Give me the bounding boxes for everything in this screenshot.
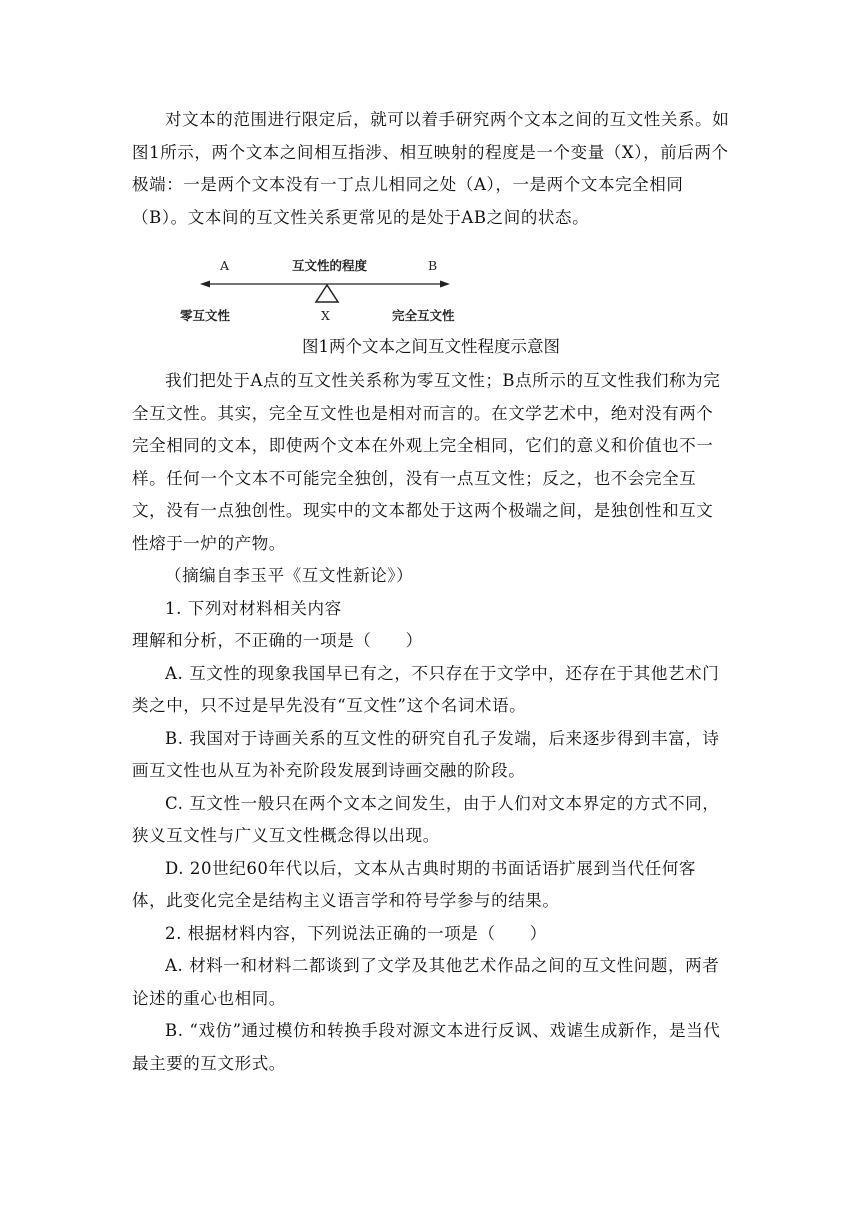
question-2-stem: 2. 根据材料内容，下列说法正确的一项是（ ） [165,923,547,943]
intertextuality-degree-figure [170,252,470,332]
question-1-stem-line2: 理解和分析，不正确的一项是（ ） [132,631,423,650]
paragraph-2: 我们把处于A点的互文性关系称为零互文性；B点所示的互文性我们称为完全互文性。其实，完全互文性也是相对而言的。在文学艺术中，绝对没有两个完全相同的文本，即使两个文本在外观上完全相同，它们的意义和价值也不一样。任何一个文本不可能完全独创，没有一点互文性；反之，也不会完全互文，没有一点独创性。现实中的文本都处于这两个极端之间，是独创性和互文性熔于一炉的产物。 [132,371,721,553]
source-citation: （摘编自李玉平《互文性新论》） [165,566,414,585]
question-1-option-d: D. 20世纪60年代以后，文本从古典时期的书面话语扩展到当代任何客体，此变化完全是结构主义语言学和符号学参与的结果。 [132,858,697,910]
figure-label-degree: 互文性的程度 [292,258,368,273]
figure-label-zero: 零互文性 [180,308,231,323]
figure-arrow-left-icon [200,281,210,288]
figure-label-full: 完全互文性 [392,308,455,323]
paragraph-1: 对文本的范围进行限定后，就可以着手研究两个文本之间的互文性关系。如图1所示，两个文本之间相互指涉、相互映射的程度是一个变量（X），前后两个极端：一是两个文本没有一丁点儿相同之处（A），一是两个文本完全相同（B）。文本间的互文性关系更常见的是处于AB之间的状态。 [132,110,730,227]
question-1-option-a: A. 互文性的现象我国早已有之，不只存在于文学中，还存在于其他艺术门类之中，只不过是早先没有“互文性”这个名词术语。 [132,663,720,715]
figure-caption: 图1两个文本之间互文性程度示意图 [302,337,560,356]
question-1-option-c: C. 互文性一般只在两个文本之间发生，由于人们对文本界定的方式不同，狭义互文性与广义互文性概念得以出现。 [132,793,720,845]
question-1-option-b: B. 我国对于诗画关系的互文性的研究自孔子发端，后来逐步得到丰富，诗画互文性也从互为补充阶段发展到诗画交融的阶段。 [132,728,720,780]
text-block-intro [132,104,730,234]
figure-label-b: B [428,258,438,273]
question-1-stem-line1: 1. 下列对材料相关内容 [165,598,342,618]
figure-fulcrum-triangle-icon [316,285,338,302]
figure-arrow-right-icon [440,281,450,288]
figure-label-a: A [220,258,230,273]
text-block-main [132,365,730,1080]
question-2-option-b: B. “戏仿”通过模仿和转换手段对源文本进行反讽、戏谑生成新作，是当代最主要的互文形式。 [132,1021,721,1073]
question-2-option-a: A. 材料一和材料二都谈到了文学及其他艺术作品之间的互文性问题，两者论述的重心也相同。 [132,956,720,1008]
figure-label-x: X [321,308,330,323]
